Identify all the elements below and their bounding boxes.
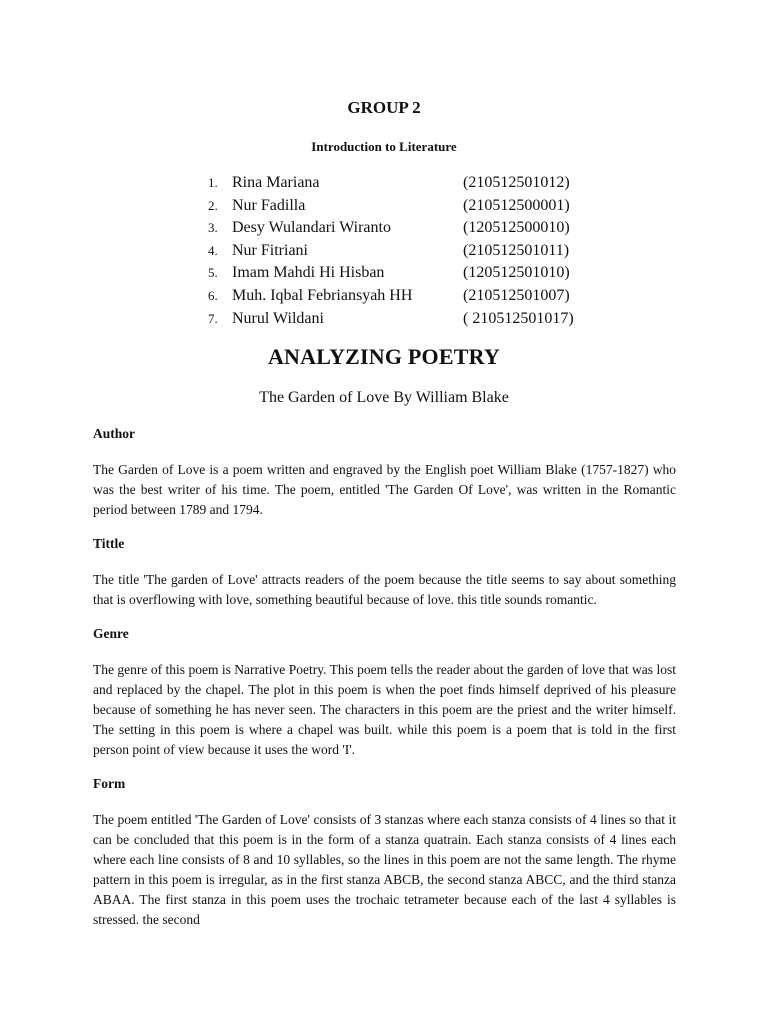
section-heading-form: Form bbox=[93, 776, 126, 791]
section-text-title: The title 'The garden of Love' attracts readers of the poem because the title seems to say about something that is overflowing with love, something beautiful because of love. this title sounds romantic. bbox=[93, 572, 676, 607]
member-name: Nur Fadilla bbox=[232, 196, 306, 214]
member-name: Imam Mahdi Hi Hisban bbox=[232, 264, 385, 282]
section-heading-author: Author bbox=[93, 426, 136, 441]
member-item bbox=[204, 172, 624, 195]
member-name: Rina Mariana bbox=[232, 174, 320, 191]
member-item bbox=[204, 285, 624, 308]
member-id: (120512501010) bbox=[463, 264, 570, 282]
member-id: (210512501012) bbox=[463, 174, 570, 191]
member-number: 1. bbox=[208, 175, 218, 190]
member-id: (210512501007) bbox=[463, 286, 570, 304]
document-title: ANALYZING POETRY bbox=[267, 344, 501, 369]
member-item bbox=[204, 217, 624, 240]
member-number: 5. bbox=[208, 265, 218, 281]
section-text-author: The Garden of Love is a poem written and engraved by the English poet William Blake (1757-1827) who was the best writer of his time. The poem, entitled 'The Garden Of Love', was written in the Romantic period between 1789 and 1794. bbox=[93, 462, 676, 517]
member-item bbox=[204, 308, 624, 331]
member-item bbox=[204, 195, 624, 218]
member-number: 6. bbox=[208, 287, 218, 303]
course-title: Introduction to Literature bbox=[311, 139, 457, 154]
section-heading-title: Tittle bbox=[93, 536, 125, 551]
member-id: ( 210512501017) bbox=[463, 309, 574, 327]
member-name: Nurul Wildani bbox=[232, 309, 324, 327]
document-subtitle: The Garden of Love By William Blake bbox=[259, 389, 509, 406]
group-title: GROUP 2 bbox=[347, 98, 421, 117]
section-heading-genre: Genre bbox=[93, 626, 129, 641]
member-id: (120512500010) bbox=[463, 219, 570, 237]
member-number: 2. bbox=[208, 197, 218, 213]
member-name: Desy Wulandari Wiranto bbox=[232, 219, 391, 237]
member-number: 3. bbox=[208, 220, 218, 236]
member-item bbox=[204, 262, 624, 285]
member-id: (210512500001) bbox=[463, 196, 570, 214]
document-body bbox=[93, 424, 676, 930]
member-number: 7. bbox=[208, 310, 218, 326]
member-item bbox=[204, 240, 624, 263]
member-list bbox=[204, 172, 624, 330]
member-name: Nur Fitriani bbox=[232, 241, 308, 259]
member-id: (210512501011) bbox=[463, 241, 570, 259]
section-text-genre: The genre of this poem is Narrative Poetry. This poem tells the reader about the garden of love that was lost and replaced by the chapel. The plot in this poem is when the poet finds himself deprived of his pleasure because of something he has never seen. The characters in this poem are the priest and the writer himself. The setting in this poem is where a chapel was built. while this poem is a poem that is told in the first person point of view because it uses the word 'I'. bbox=[93, 662, 676, 757]
member-number: 4. bbox=[208, 242, 218, 258]
section-text-form: The poem entitled 'The Garden of Love' consists of 3 stanzas where each stanza consists of 4 lines so that it can be concluded that this poem is in the form of a stanza quatrain. Each stanza consists of 4 lines each where each line consists of 8 and 10 syllables, so the lines in this poem are not the same length. The rhyme pattern in this poem is irregular, as in the first stanza ABCB, the second stanza ABCC, and the third stanza ABAA. The first stanza in this poem uses the trochaic tetrameter because each of the last 4 syllables is stressed. the second bbox=[93, 812, 676, 927]
member-name: Muh. Iqbal Febriansyah HH bbox=[232, 286, 413, 304]
